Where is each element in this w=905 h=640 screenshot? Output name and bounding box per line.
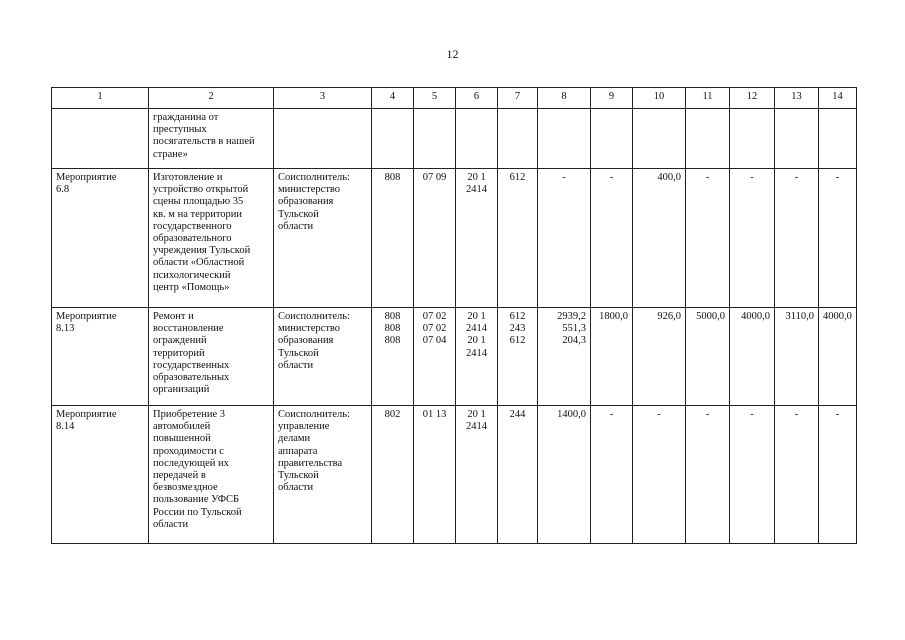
table-cell: 1400,0 [538, 406, 591, 544]
table-cell [686, 109, 730, 169]
activity-id-cell: Мероприятие 6.8 [52, 169, 149, 308]
table-cell: 612 [498, 169, 538, 308]
description-cell: гражданина от преступных посягательств в нашей стране» [149, 109, 274, 169]
column-header: 1 [52, 88, 149, 109]
column-header: 13 [775, 88, 819, 109]
table-cell: - [819, 169, 857, 308]
table-cell: - [775, 406, 819, 544]
table-cell: - [686, 406, 730, 544]
column-header: 8 [538, 88, 591, 109]
description-cell: Ремонт и восстановление ограждений территорий государственных образовательных организаций [149, 308, 274, 406]
table-cell [775, 109, 819, 169]
table-cell: 926,0 [633, 308, 686, 406]
executor-cell: Соисполнитель: министерство образования Тульской области [274, 308, 372, 406]
table-cell: 808 [372, 169, 414, 308]
table-cell [498, 109, 538, 169]
table-cell: - [730, 169, 775, 308]
column-header: 5 [414, 88, 456, 109]
table-cell: 20 1 2414 [456, 169, 498, 308]
table-cell [591, 109, 633, 169]
column-header: 3 [274, 88, 372, 109]
table-cell: 2939,2 551,3 204,3 [538, 308, 591, 406]
executor-cell [274, 109, 372, 169]
table-cell: 808 808 808 [372, 308, 414, 406]
table-cell: - [819, 406, 857, 544]
table-cell: 612 243 612 [498, 308, 538, 406]
executor-cell: Соисполнитель: управление делами аппарата правительства Тульской области [274, 406, 372, 544]
table-cell: - [730, 406, 775, 544]
activity-id-cell: Мероприятие 8.14 [52, 406, 149, 544]
column-header: 14 [819, 88, 857, 109]
table-row [52, 109, 857, 169]
column-header: 2 [149, 88, 274, 109]
table-cell: - [633, 406, 686, 544]
executor-cell: Соисполнитель: министерство образования Тульской области [274, 169, 372, 308]
table-cell: - [686, 169, 730, 308]
table-row [52, 169, 857, 308]
activity-id-cell [52, 109, 149, 169]
table-row [52, 406, 857, 544]
column-header: 12 [730, 88, 775, 109]
table-cell: 244 [498, 406, 538, 544]
table-row [52, 308, 857, 406]
budget-table [51, 87, 857, 544]
table-cell: 5000,0 [686, 308, 730, 406]
table-cell: - [591, 169, 633, 308]
table-cell: - [538, 169, 591, 308]
table-cell: - [591, 406, 633, 544]
table-cell [730, 109, 775, 169]
table-cell: 01 13 [414, 406, 456, 544]
column-header: 11 [686, 88, 730, 109]
column-header: 10 [633, 88, 686, 109]
table-cell: 20 1 2414 [456, 406, 498, 544]
table-cell: 1800,0 [591, 308, 633, 406]
activity-id-cell: Мероприятие 8.13 [52, 308, 149, 406]
table-cell [372, 109, 414, 169]
page-number: 12 [446, 47, 459, 61]
table-cell [538, 109, 591, 169]
table-cell: 400,0 [633, 169, 686, 308]
column-header: 9 [591, 88, 633, 109]
table-cell [456, 109, 498, 169]
table-cell [414, 109, 456, 169]
table-cell: 4000,0 [819, 308, 857, 406]
column-header: 4 [372, 88, 414, 109]
table-cell [819, 109, 857, 169]
table-cell: 802 [372, 406, 414, 544]
description-cell: Изготовление и устройство открытой сцены площадью 35 кв. м на территории государственного образовательного учреждения Тульской области «Областной психологический центр «Помощь» [149, 169, 274, 308]
table-cell: 07 09 [414, 169, 456, 308]
column-header: 6 [456, 88, 498, 109]
description-cell: Приобретение 3 автомобилей повышенной проходимости с последующей их передачей в безвозмездное пользование УФСБ России по Тульской области [149, 406, 274, 544]
table-cell: 07 02 07 02 07 04 [414, 308, 456, 406]
table-cell [633, 109, 686, 169]
column-header: 7 [498, 88, 538, 109]
table-cell: - [775, 169, 819, 308]
table-cell: 3110,0 [775, 308, 819, 406]
table-cell: 20 1 2414 20 1 2414 [456, 308, 498, 406]
table-cell: 4000,0 [730, 308, 775, 406]
header-row [52, 88, 857, 109]
